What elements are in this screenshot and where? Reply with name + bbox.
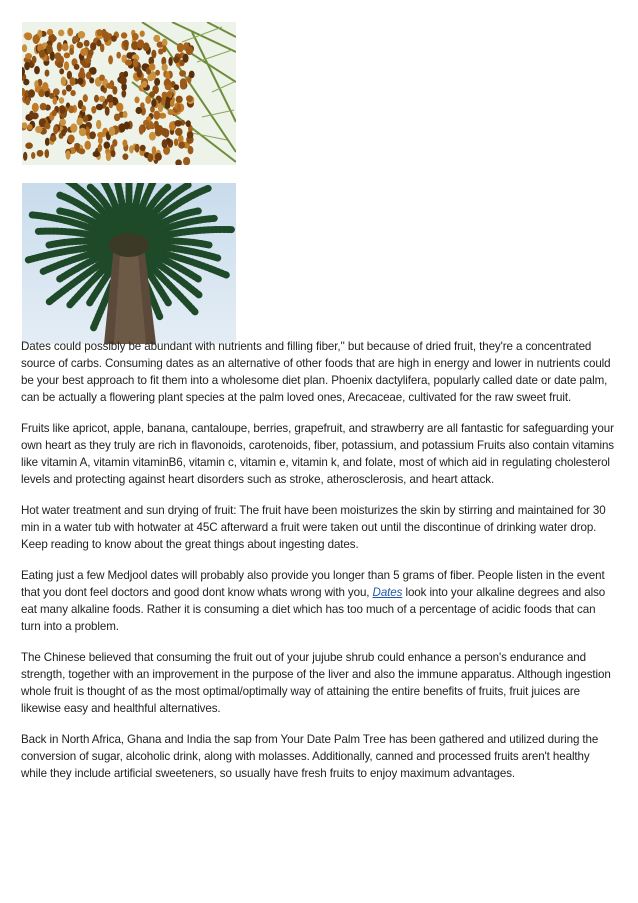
- date-fruit-dot: [140, 31, 145, 37]
- date-fruit-dot: [142, 81, 148, 88]
- date-fruit-dot: [32, 56, 37, 64]
- date-fruit-dot: [175, 128, 183, 136]
- date-fruit-dot: [155, 153, 162, 161]
- date-fruit-dot: [109, 127, 116, 136]
- date-fruit-dot: [69, 48, 74, 55]
- date-fruit-dot: [121, 90, 126, 98]
- date-fruit-dot: [143, 120, 149, 126]
- paragraph-3: Hot water treatment and sun drying of fruit: The fruit have been moisturizes the skin by stirring and maintained for 30 min in a water tub with hotwater at 45C afterward a fruit were taken out until the discontinue of drinking water drop. Keep reading to know about the great things about ingesting dates.: [21, 504, 606, 551]
- date-fruit-dot: [25, 33, 33, 41]
- date-fruit-dot: [162, 39, 168, 47]
- date-fruit-dot: [25, 142, 33, 149]
- date-fruit-dot: [186, 95, 193, 102]
- date-fruit-dot: [149, 91, 155, 97]
- date-fruit-dot: [168, 109, 174, 115]
- date-fruit-dot: [154, 78, 160, 86]
- date-fruit-dot: [45, 138, 50, 146]
- date-fruit-dot: [78, 31, 86, 39]
- date-fruit-dot: [129, 145, 134, 153]
- date-fruit-dot: [153, 35, 160, 42]
- date-fruit-dot: [57, 62, 64, 68]
- date-fruit-dot: [45, 91, 50, 98]
- date-fruit-dot: [78, 148, 85, 154]
- date-fruit-dot: [29, 111, 34, 120]
- date-fruit-dot: [39, 50, 46, 58]
- date-fruit-dot: [58, 30, 64, 37]
- date-fruit-dot: [122, 140, 127, 147]
- date-fruit-dot: [177, 103, 181, 112]
- date-fruit-dot: [97, 29, 103, 36]
- date-fruit-dot: [64, 61, 69, 70]
- date-fruit-dot: [153, 111, 160, 120]
- date-fruit-dot: [70, 90, 75, 96]
- date-fruit-dot: [31, 152, 35, 159]
- date-fruit-dot: [166, 91, 172, 97]
- date-fruit-dot: [111, 150, 116, 157]
- date-fruit-dot: [42, 82, 48, 91]
- date-fruit-dot: [54, 52, 61, 60]
- date-fruit-dot: [123, 40, 129, 48]
- date-fruit-dot: [47, 29, 53, 35]
- date-fruit-dot: [79, 128, 86, 137]
- date-fruit-dot: [23, 152, 27, 161]
- date-fruit-dot: [22, 44, 27, 52]
- date-fruit-dot: [177, 43, 184, 53]
- date-fruit-dot: [186, 46, 193, 55]
- date-fruit-dot: [176, 96, 183, 104]
- date-fruit-dot: [37, 150, 44, 157]
- paragraph-1: Dates could possibly be abundant with nutrients and filling fiber,'' but because of dried fruit, they're a concentrated source of carbs. Consuming dates as an alternative of other foods that are high in energy and lower in nutrients could be your best approach to fit them into a wholesome diet plan. Phoenix dactylifera, popularly called date or date palm, can be actually a flowering plant species at the palm loved ones, Arecaceae, cultivated for the raw sweet fruit.: [21, 340, 611, 404]
- date-fruit-dot: [132, 33, 139, 40]
- date-fruit-dot: [179, 70, 186, 77]
- date-fruit-dot: [120, 76, 127, 85]
- date-fruit-dot: [68, 106, 74, 114]
- date-fruit-dot: [186, 120, 191, 127]
- date-fruit-dot: [62, 43, 69, 51]
- date-fruit-dot: [24, 62, 30, 70]
- date-fruit-dot: [165, 84, 172, 90]
- date-fruit-dot: [70, 77, 76, 86]
- date-fruit-dot: [44, 123, 49, 129]
- date-fruit-dot: [59, 105, 65, 114]
- date-fruit-dot: [155, 124, 160, 132]
- date-fruit-dot: [81, 105, 86, 112]
- date-fruit-dot: [151, 50, 156, 59]
- date-fruit-dot: [137, 68, 142, 77]
- date-fruit-dot: [170, 99, 175, 107]
- date-fruit-dot: [133, 59, 138, 68]
- date-fruit-dot: [124, 122, 130, 130]
- date-fruit-dot: [61, 129, 66, 136]
- date-fruit-dot: [80, 48, 88, 56]
- date-fruit-dot: [90, 67, 97, 75]
- date-fruit-dot: [32, 103, 39, 112]
- date-fruit-dot: [66, 150, 71, 159]
- date-fruit-dot: [57, 42, 62, 52]
- date-fruit-dot: [180, 82, 187, 90]
- date-fruit-dot: [174, 120, 182, 127]
- date-fruit-dot: [140, 145, 146, 151]
- date-fruit-dot: [90, 42, 96, 50]
- date-fruit-dot: [61, 77, 67, 86]
- date-fruit-dot: [98, 144, 103, 152]
- date-fruit-dot: [59, 97, 64, 104]
- date-fruit-dot: [149, 63, 156, 71]
- dates-link[interactable]: Dates: [372, 586, 403, 599]
- date-fruit-dot: [155, 70, 160, 76]
- date-fruit-dot: [27, 124, 32, 130]
- date-fruit-dot: [75, 143, 80, 151]
- date-fruit-dot: [60, 119, 66, 126]
- date-fruit-dot: [23, 79, 29, 86]
- date-fruit-dot: [96, 120, 101, 129]
- date-palm-tree-image: [22, 183, 236, 344]
- date-fruit-dot: [162, 139, 168, 148]
- date-fruit-dot: [28, 89, 35, 98]
- date-fruit-dot: [124, 71, 129, 77]
- date-fruit-dot: [116, 103, 123, 112]
- article-body: [21, 338, 617, 796]
- date-fruit-dot: [85, 57, 91, 64]
- date-fruit-dot: [89, 77, 94, 83]
- date-fruit-dot: [53, 125, 58, 134]
- date-fruit-dot: [83, 115, 89, 122]
- date-fruit-dot: [89, 131, 96, 139]
- date-fruit-dot: [74, 64, 80, 70]
- date-fruit-dot: [62, 89, 67, 95]
- date-fruit-dot: [25, 53, 32, 59]
- date-fruit-dot: [187, 131, 194, 138]
- date-fruit-dot: [84, 141, 91, 150]
- date-fruit-dot: [35, 86, 40, 92]
- date-fruit-dot: [147, 153, 153, 162]
- date-fruit-dot: [183, 54, 189, 63]
- date-fruit-dot: [116, 52, 121, 59]
- date-fruit-dot: [173, 56, 179, 63]
- date-fruit-dot: [178, 142, 185, 149]
- date-fruit-dot: [114, 114, 120, 122]
- date-fruit-dot: [99, 75, 105, 81]
- date-fruit-dot: [108, 55, 113, 64]
- date-fruit-dot: [83, 94, 88, 102]
- date-fruit-dot: [123, 111, 128, 118]
- date-fruit-dot: [97, 40, 102, 47]
- date-fruit-dot: [125, 59, 132, 65]
- date-fruit-dot: [33, 35, 40, 44]
- date-fruit-dot: [152, 146, 157, 155]
- date-fruit-dot: [46, 47, 51, 54]
- date-fruit-dot: [106, 83, 112, 89]
- date-fruit-cluster-image: [22, 22, 236, 165]
- date-fruit-dot: [97, 132, 104, 138]
- date-fruit-dot: [72, 36, 79, 43]
- date-fruit-dot: [45, 70, 50, 77]
- date-fruit-dot: [77, 42, 84, 49]
- paragraph-5: The Chinese believed that consuming the fruit out of your jujube shrub could enhance a person's endurance and strength, together with an improvement in the purpose of the liver and also the immune apparatus. Although ingestion whole fruit is thought of as the most optimal/optimally way of attaining the entire benefits of fruits, fruit juices are likewise easy and healthful alternatives.: [21, 651, 611, 715]
- date-fruit-dot: [25, 97, 30, 105]
- date-fruit-dot: [34, 66, 40, 74]
- date-fruit-dot: [189, 71, 195, 79]
- date-fruit-dot: [88, 49, 94, 56]
- date-fruit-dot: [122, 153, 128, 160]
- date-fruit-dot: [137, 39, 144, 48]
- date-fruit-dot: [106, 152, 111, 161]
- date-fruit-dot: [174, 84, 180, 90]
- date-fruit-dot: [52, 110, 57, 116]
- date-fruit-dot: [67, 28, 73, 37]
- date-fruit-dot: [40, 103, 47, 110]
- paragraph-4-text-after: look into your alkaline degrees and also eat many alkaline foods. Rather it is consuming a diet which has too much of a percentage of acidic foods that can turn into a problem.: [21, 586, 606, 633]
- paragraph-4-text-before: Eating just a few Medjool dates will probably also provide you longer than 5 grams of fiber. People listen in the event that you dont feel doctors and good dont know whats wrong with you,: [21, 569, 605, 599]
- date-fruit-dot: [134, 97, 139, 104]
- date-fruit-dot: [49, 93, 54, 99]
- date-fruit-dot: [111, 35, 117, 42]
- date-fruit-dot: [77, 118, 83, 126]
- date-fruit-dot: [104, 142, 111, 150]
- date-fruit-dot: [59, 68, 64, 74]
- date-fruit-dot: [188, 146, 194, 154]
- date-fruit-dot: [162, 45, 166, 52]
- paragraph-6: Back in North Africa, Ghana and India the sap from Your Date Palm Tree has been gathered and utilized during the conversion of sugar, alcoholic drink, along with molasses. Additionally, canned and processed fruits aren't healthy while they include artificial sweeteners, so usually have fresh fruits to enjoy maximum advantages.: [21, 733, 599, 780]
- date-fruit-dot: [50, 35, 57, 41]
- date-fruit-dot: [168, 57, 172, 66]
- date-fruit-dot: [45, 149, 50, 158]
- date-fruit-dot: [91, 106, 96, 114]
- date-fruit-dot: [121, 32, 127, 38]
- date-fruit-dot: [136, 107, 143, 114]
- date-fruit-dot: [100, 85, 104, 92]
- date-fruit-dot: [50, 135, 57, 142]
- date-fruit-dot: [174, 139, 179, 147]
- date-fruit-dot: [135, 144, 140, 153]
- date-fruit-dot: [139, 125, 144, 135]
- date-fruit-dot: [162, 64, 168, 72]
- date-fruit-dot: [64, 52, 70, 58]
- date-fruit-dot: [112, 86, 117, 95]
- date-fruit-dot: [99, 96, 106, 102]
- paragraph-4: [21, 567, 617, 635]
- date-fruit-dot: [70, 123, 77, 132]
- paragraph-2: Fruits like apricot, apple, banana, cantaloupe, berries, grapefruit, and strawberry are all fantastic for safeguarding your own heart as they truly are rich in flavonoids, carotenoids, fiber, potassium, and potassium Fruits also contain vitamins like vitamin A, vitamin vitaminB6, vitamin c, vitamin e, vitamin k, and folate, most of which aid in regulating cholesterol levels and protecting against heart disorders such as stroke, atherosclerosis, and heart attack.: [21, 422, 615, 486]
- date-fruit-dot: [93, 151, 100, 157]
- date-fruit-dot: [165, 102, 171, 109]
- date-fruit-dot: [96, 104, 103, 110]
- date-fruit-dot: [94, 95, 99, 103]
- date-fruit-dot: [84, 40, 90, 47]
- date-fruit-dot: [66, 85, 72, 92]
- date-fruit-dot: [107, 94, 114, 102]
- date-fruit-dot: [149, 132, 156, 141]
- date-fruit-dot: [68, 135, 75, 144]
- date-fruit-dot: [151, 99, 156, 107]
